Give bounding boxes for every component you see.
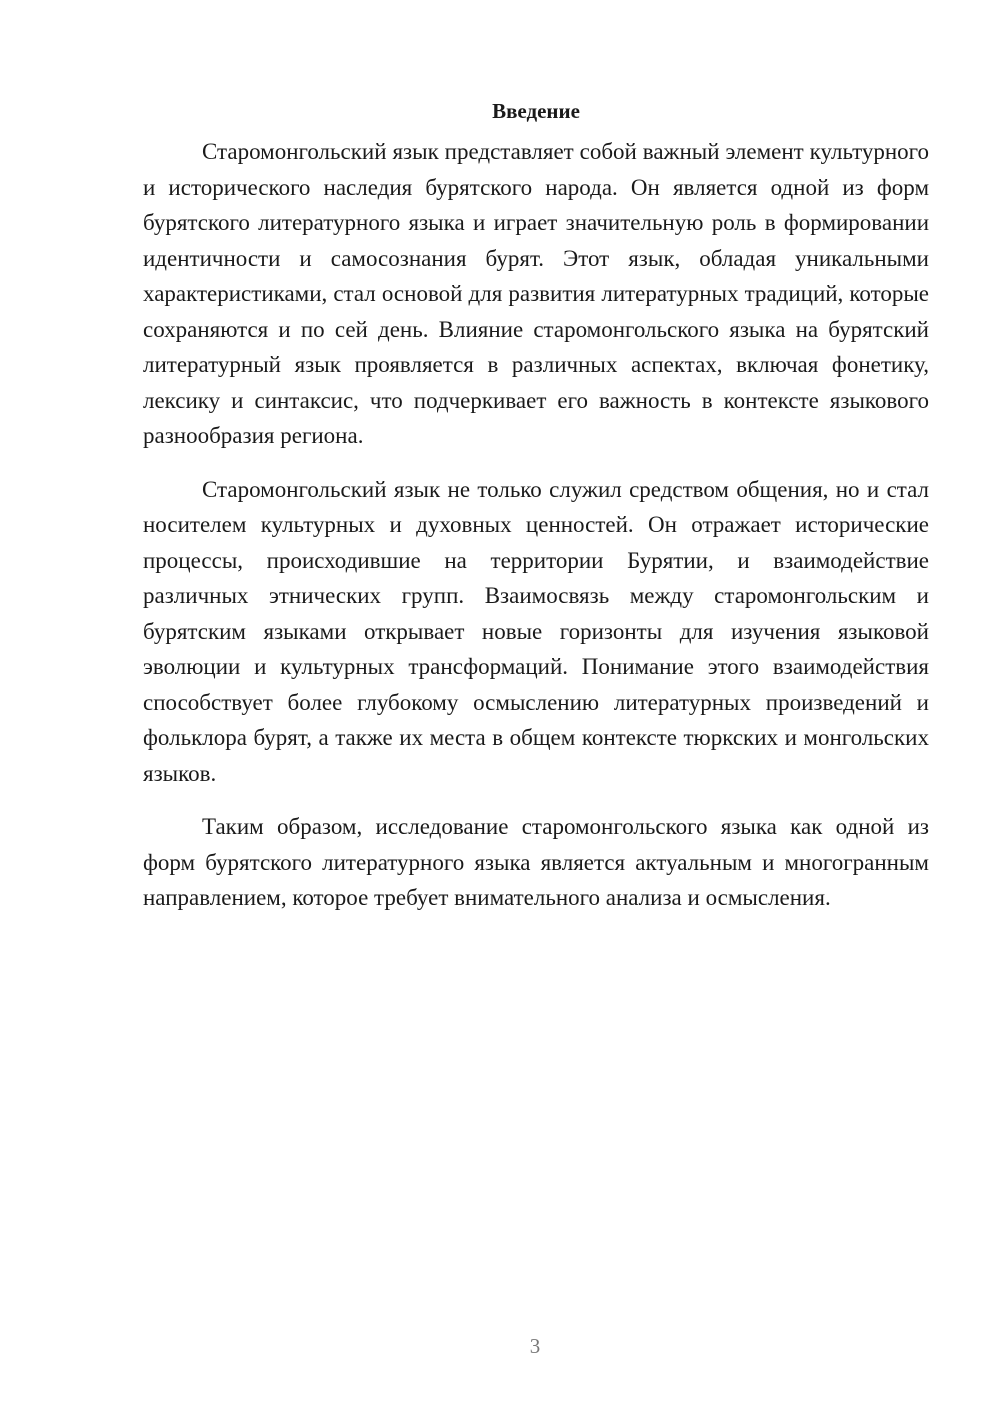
page-number: 3 (529, 1334, 541, 1358)
section-heading: Введение (492, 99, 580, 123)
document-body (143, 94, 929, 934)
paragraph-3: Таким образом, исследование старомонгольского языка как одной из форм бурятского литературного языка является актуальным и многогранным направлением, которое требует внимательного анализа и осмысления. (143, 814, 929, 910)
paragraph-2: Старомонгольский язык не только служил средством общения, но и стал носителем культурных и духовных ценностей. Он отражает исторические процессы, происходившие на территории Бурятии, и взаимодействие различных этнических групп. Взаимосвязь между старомонгольским и бурятским языками открывает новые горизонты для изучения языковой эволюции и культурных трансформаций. Понимание этого взаимодействия способствует более глубокому осмыслению литературных произведений и фольклора бурят, а также их места в общем контексте тюркских и монгольских языков. (143, 476, 929, 786)
paragraph-1: Старомонгольский язык представляет собой важный элемент культурного и исторического наследия бурятского народа. Он является одной из форм бурятского литературного языка и играет значительную роль в формировании идентичности и самосознания бурят. Этот язык, обладая уникальными характеристиками, стал основой для развития литературных традиций, которые сохраняются и по сей день. Влияние старомонгольского языка на бурятский литературный язык проявляется в различных аспектах, включая фонетику, лексику и синтаксис, что подчеркивает его важность в контексте языкового разнообразия региона. (143, 139, 929, 448)
